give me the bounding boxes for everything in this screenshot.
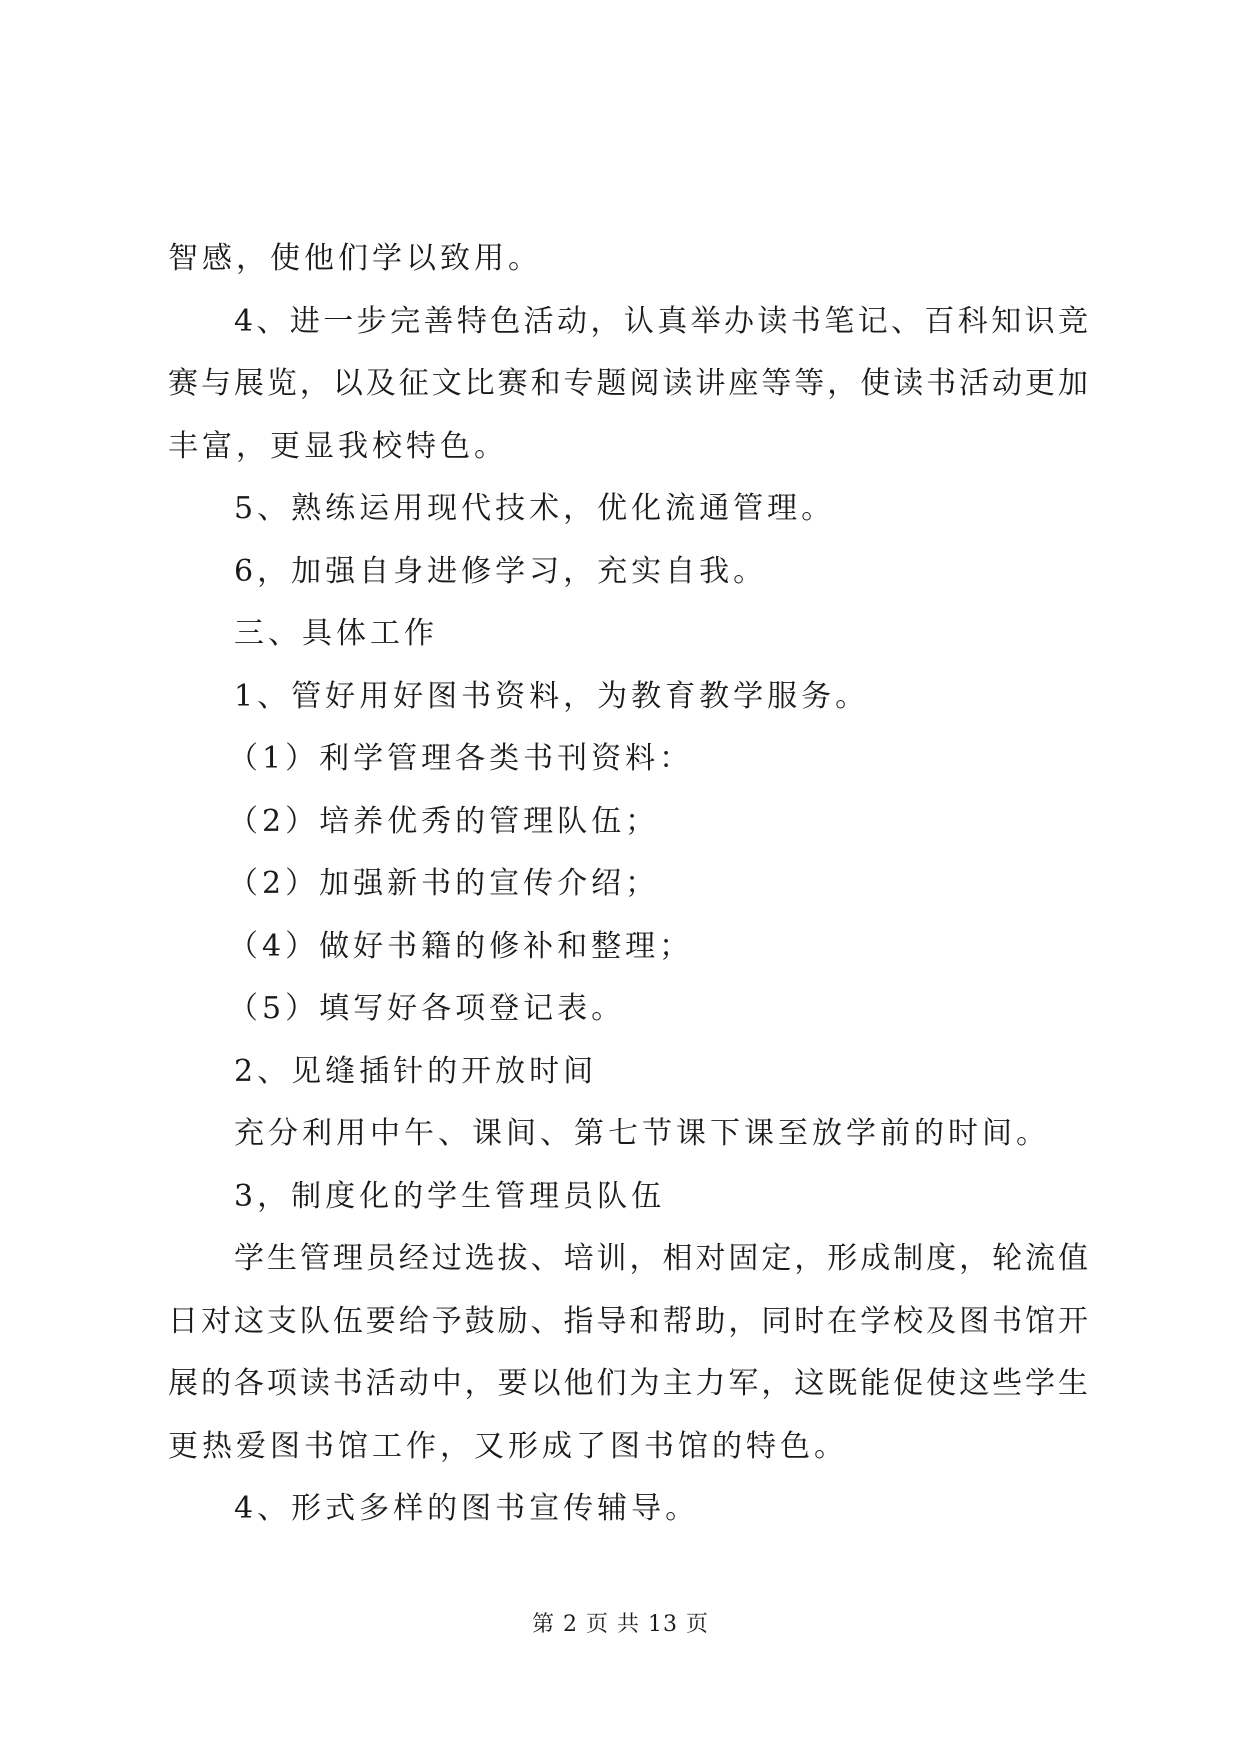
list-item: （2）加强新书的宣传介绍； bbox=[228, 866, 660, 901]
body-line: 充分利用中午、课间、第七节课下课至放学前的时间。 bbox=[234, 1116, 1050, 1151]
body-line: 日对这支队伍要给予鼓励、指导和帮助，同时在学校及图书馆开 bbox=[168, 1303, 1088, 1339]
section-heading: 三、具体工作 bbox=[234, 616, 438, 651]
body-line: 6，加强自身进修学习，充实自我。 bbox=[234, 553, 768, 589]
body-line: 4、进一步完善特色活动，认真举办读书笔记、百科知识竞 bbox=[234, 303, 1088, 339]
body-line: 2、见缝插针的开放时间 bbox=[234, 1053, 598, 1089]
body-line: 更热爱图书馆工作，又形成了图书馆的特色。 bbox=[168, 1428, 848, 1464]
list-item: （1）利学管理各类书刊资料： bbox=[228, 741, 694, 776]
list-item: （4）做好书籍的修补和整理； bbox=[228, 928, 694, 964]
document-body bbox=[168, 228, 1088, 1541]
body-line: 5、熟练运用现代技术，优化流通管理。 bbox=[234, 491, 836, 526]
page-footer: 第 2 页 共 13 页 bbox=[532, 1612, 709, 1637]
body-line: 智感，使他们学以致用。 bbox=[168, 241, 542, 276]
body-line: 展的各项读书活动中，要以他们为主力军，这既能促使这些学生 bbox=[168, 1366, 1088, 1401]
body-line: 丰富，更显我校特色。 bbox=[168, 428, 508, 464]
list-item: （5）填写好各项登记表。 bbox=[228, 991, 626, 1026]
body-line: 1、管好用好图书资料，为教育教学服务。 bbox=[234, 678, 870, 714]
body-line: 3，制度化的学生管理员队伍 bbox=[234, 1178, 666, 1214]
list-item: （2）培养优秀的管理队伍； bbox=[228, 803, 660, 839]
body-line: 赛与展览，以及征文比赛和专题阅读讲座等等，使读书活动更加 bbox=[168, 366, 1088, 401]
body-line: 学生管理员经过选拔、培训，相对固定，形成制度，轮流值 bbox=[234, 1241, 1088, 1276]
body-line: 4、形式多样的图书宣传辅导。 bbox=[234, 1491, 700, 1526]
